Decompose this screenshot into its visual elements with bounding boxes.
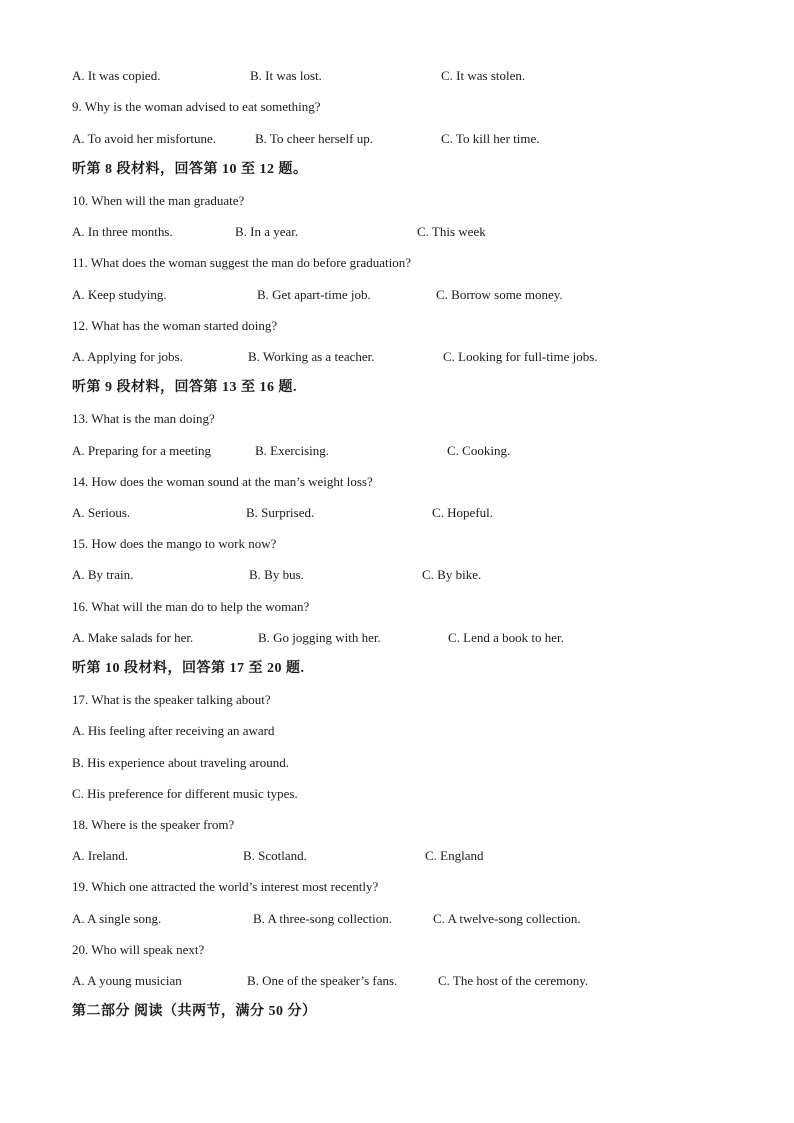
q8-option-a: A. It was copied. — [72, 68, 161, 83]
q14-option-b: B. Surprised. — [246, 505, 315, 520]
q12-option-c: C. Looking for full-time jobs. — [443, 349, 598, 364]
section-9-heading: 听第 9 段材料，回答第 13 至 16 题. — [72, 380, 297, 395]
q20-option-a: A. A young musician — [72, 973, 182, 988]
q18-option-a: A. Ireland. — [72, 848, 128, 863]
q10-option-b: B. In a year. — [235, 224, 299, 239]
q14-option-a: A. Serious. — [72, 505, 131, 520]
q10-option-a: A. In three months. — [72, 224, 173, 239]
q20-stem: 20. Who will speak next? — [72, 942, 205, 957]
q13-stem: 13. What is the man doing? — [72, 411, 215, 426]
q13-option-b: B. Exercising. — [255, 443, 330, 458]
q9-option-a: A. To avoid her misfortune. — [72, 131, 216, 146]
q13-option-a: A. Preparing for a meeting — [72, 443, 211, 458]
q19-option-c: C. A twelve-song collection. — [433, 911, 581, 926]
q16-stem: 16. What will the man do to help the woman? — [72, 599, 310, 614]
q11-stem: 11. What does the woman suggest the man do before graduation? — [72, 255, 411, 270]
q9-stem: 9. Why is the woman advised to eat something? — [72, 99, 321, 114]
q17-stem: 17. What is the speaker talking about? — [72, 692, 271, 707]
q12-stem: 12. What has the woman started doing? — [72, 318, 278, 333]
q17-option-a: A. His feeling after receiving an award — [72, 723, 275, 738]
q16-option-b: B. Go jogging with her. — [258, 630, 381, 645]
q12-option-a: A. Applying for jobs. — [72, 349, 183, 364]
section-10-heading: 听第 10 段材料，回答第 17 至 20 题. — [72, 661, 305, 676]
q15-option-b: B. By bus. — [249, 567, 304, 582]
q11-option-a: A. Keep studying. — [72, 287, 167, 302]
q20-option-b: B. One of the speaker’s fans. — [247, 973, 398, 988]
q14-stem: 14. How does the woman sound at the man’s weight loss? — [72, 474, 373, 489]
q8-option-c: C. It was stolen. — [441, 68, 526, 83]
q11-option-b: B. Get apart-time job. — [257, 287, 371, 302]
q19-stem: 19. Which one attracted the world’s interest most recently? — [72, 879, 379, 894]
q10-stem: 10. When will the man graduate? — [72, 193, 245, 208]
q15-option-c: C. By bike. — [422, 567, 482, 582]
part-2-heading: 第二部分 阅读（共两节，满分 50 分） — [72, 1004, 317, 1019]
q14-option-c: C. Hopeful. — [432, 505, 494, 520]
q17-option-b: B. His experience about traveling around. — [72, 755, 289, 770]
q15-option-a: A. By train. — [72, 567, 134, 582]
q20-option-c: C. The host of the ceremony. — [438, 973, 589, 988]
q9-option-b: B. To cheer herself up. — [255, 131, 373, 146]
q19-option-b: B. A three-song collection. — [253, 911, 393, 926]
q18-option-b: B. Scotland. — [243, 848, 307, 863]
q10-option-c: C. This week — [417, 224, 486, 239]
q12-option-b: B. Working as a teacher. — [248, 349, 375, 364]
q9-option-c: C. To kill her time. — [441, 131, 540, 146]
q11-option-c: C. Borrow some money. — [436, 287, 563, 302]
section-8-heading: 听第 8 段材料，回答第 10 至 12 题。 — [72, 162, 308, 177]
q13-option-c: C. Cooking. — [447, 443, 511, 458]
q16-option-a: A. Make salads for her. — [72, 630, 194, 645]
q19-option-a: A. A single song. — [72, 911, 162, 926]
q8-option-b: B. It was lost. — [250, 68, 322, 83]
q18-option-c: C. England — [425, 848, 484, 863]
q16-option-c: C. Lend a book to her. — [448, 630, 564, 645]
q18-stem: 18. Where is the speaker from? — [72, 817, 235, 832]
q17-option-c: C. His preference for different music types. — [72, 786, 298, 801]
q15-stem: 15. How does the mango to work now? — [72, 536, 277, 551]
